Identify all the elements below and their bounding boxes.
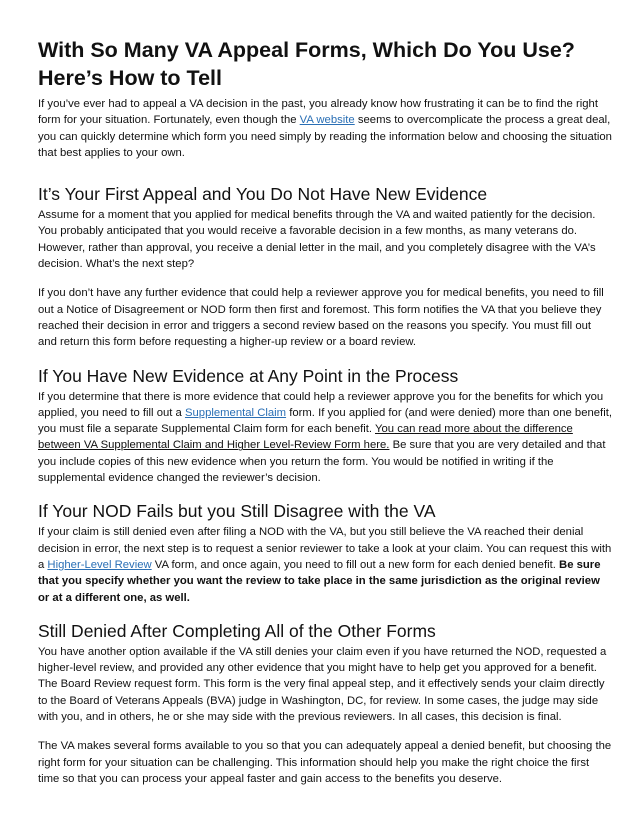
new-evidence-text-2: form. If you applied for (and were denied) more than one benefit, you must file a separate Supplemental Claim form for each benefit. xyxy=(38,406,612,436)
page-title-line1: With So Many VA Appeal Forms, Which Do You Use? xyxy=(38,38,575,62)
supplemental-claim-link[interactable]: Supplemental Claim xyxy=(184,406,287,419)
nod-fails-text-2: VA form, and once again, you need to fill out a new form for each denied benefit. xyxy=(151,558,560,571)
nod-fails-text-1: If your claim is still denied even after filing a NOD with the VA, but you still believe the VA reached their denial decision in error, the next step is to request a senior reviewer to take a look at your claim. You can request this with a xyxy=(38,526,612,571)
first-appeal-paragraph-1: Assume for a moment that you applied for medical benefits through the VA and waited patiently for the decision. You probably anticipated that you would receive a favorable decision in a few months, as many veterans do. However, rather than approval, you receive a denial letter in the mail, and you completely disagree with the VA’s decision. What’s the next step? xyxy=(38,209,596,271)
new-evidence-paragraph xyxy=(38,389,612,487)
section-heading-still-denied: Still Denied After Completing All of the Other Forms xyxy=(38,620,436,641)
first-appeal-paragraph-2: If you don’t have any further evidence that could help a reviewer approve you for medical benefits, you need to fill out a Notice of Disagreement or NOD form then first and foremost. This form notifies the VA that you believe they reached their decision in error and triggers a second review based on the reasons you specify. You must fill out and return this form before requesting a higher-up review or a board review. xyxy=(38,287,604,349)
closing-paragraph: The VA makes several forms available to you so that you can adequately appeal a denied benefit, but choosing the right form for your situation can be challenging. This information should help you make the right choice the first time so that you can process your appeal faster and gain access to the benefits you deserve. xyxy=(38,740,612,785)
nod-fails-bold-note: Be sure that you specify whether you want the review to take place in the same jurisdiction as the original review or at a different one, as well. xyxy=(38,558,601,604)
higher-level-review-link[interactable]: Higher-Level Review xyxy=(47,558,152,571)
va-website-link[interactable]: VA website xyxy=(299,114,355,127)
new-evidence-text-1: If you determine that there is more evidence that could help a reviewer approve you for the benefits for which you applied, you need to fill out a xyxy=(38,390,604,419)
intro-text-2: seems to overcomplicate the process a great deal, you can quickly determine which form you need simply by reading the information below and choosing the situation that best applies to your own. xyxy=(38,114,612,159)
section-heading-first-appeal: It’s Your First Appeal and You Do Not Have New Evidence xyxy=(38,184,488,205)
still-denied-paragraph-1: You have another option available if the VA still denies your claim even if you have returned the NOD, requested a higher-level review, and provided any other evidence that you might have to help get you approved for a benefit. The Board Review request form. This form is the very final appeal step, and it effectively sends your claim directly to the Board of Veterans Appeals (BVA) judge in Washington, DC, for review. In some cases, the judge may side with you, and in others, he or she may side with the previous reviewers. In all cases, this decision is final. xyxy=(38,645,607,724)
page-title xyxy=(38,36,612,92)
section-heading-nod-fails: If Your NOD Fails but you Still Disagree with the VA xyxy=(38,501,436,522)
section-heading-new-evidence: If You Have New Evidence at Any Point in the Process xyxy=(38,365,459,386)
intro-paragraph xyxy=(38,96,612,161)
nod-fails-paragraph xyxy=(38,524,612,605)
new-evidence-text-3: Be sure that you are very detailed and that you include copies of this new evidence when you return the form. You would be notified in writing if the supplemental evidence changed the reviewer’s decision. xyxy=(38,439,606,485)
read-more-difference-link[interactable]: You can read more about the difference between VA Supplemental Claim and Higher Level-Review Form here. xyxy=(38,423,573,452)
intro-text-1: If you’ve ever had to appeal a VA decision in the past, you already know how frustrating it can be to find the right form for your situation. Fortunately, even though the xyxy=(38,98,598,127)
page-title-line2: Here’s How to Tell xyxy=(38,66,222,90)
